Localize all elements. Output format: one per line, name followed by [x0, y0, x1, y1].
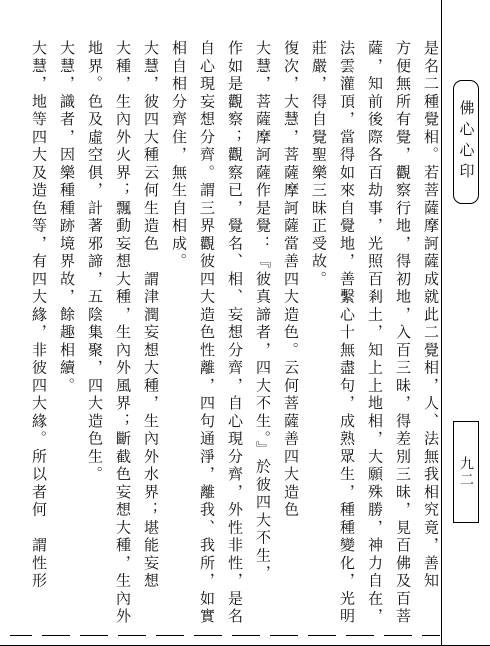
- page-number: 九二: [458, 456, 474, 488]
- page-number-box: [453, 421, 479, 523]
- text-column: 法雲灌頂，當得如來自覺地，善繫心十無盡句，成熟眾生，種種變化，光明: [338, 40, 356, 626]
- book-title-box: [453, 80, 479, 204]
- text-column: 大慧，識者，因樂種種跡境界故，餘趣相續。: [58, 40, 76, 395]
- book-title: 佛心心印: [457, 100, 476, 184]
- text-column: 是名二種覺相。若菩薩摩訶薩成就此二覺相，人、法無我相究竟，善知: [422, 40, 440, 591]
- text-column: 大慧，地等四大及造色等，有四大緣，非彼四大緣。所以者何 謂性形: [30, 40, 48, 591]
- text-column: 莊嚴，得自覺聖樂三昧正受故。: [310, 40, 328, 289]
- text-column: 相自相分齊住，無生自相成。: [170, 40, 188, 271]
- text-column: 作如是觀察；觀察已，覺名、相、妄想分齊，自心現分齊，外性非性，是名: [226, 40, 244, 626]
- bottom-border-ticks: [10, 632, 440, 640]
- text-column: 自心現妄想分齊。謂三界觀彼四大造色性離，四句通淨，離我、我所，如實: [198, 40, 216, 626]
- text-column: 薩，知前後際各百劫事，光照百剎土，知上上地相，大願殊勝，神力自在，: [366, 40, 384, 626]
- text-column: 復次，大慧，菩薩摩訶薩當善四大造色。云何菩薩善四大造色: [282, 40, 300, 520]
- text-column: 大種，生內外火界；飄動妄想大種，生內外風界；斷截色妄想大種，生內外: [114, 40, 132, 626]
- text-column: 地界。色及虛空俱，計著邪諦，五陰集聚，四大造色生。: [86, 40, 104, 484]
- text-column: 大慧，彼四大種云何生造色 謂津潤妄想大種，生內外水界；堪能妄想: [142, 40, 160, 591]
- text-column: 大慧，菩薩摩訶薩作是覺：『彼真諦者，四大不生。』於彼四大不生，: [254, 40, 272, 583]
- text-column: 方便無所有覺，觀察行地，得初地，入百三昧，得差別三昧，見百佛及百菩: [394, 40, 412, 626]
